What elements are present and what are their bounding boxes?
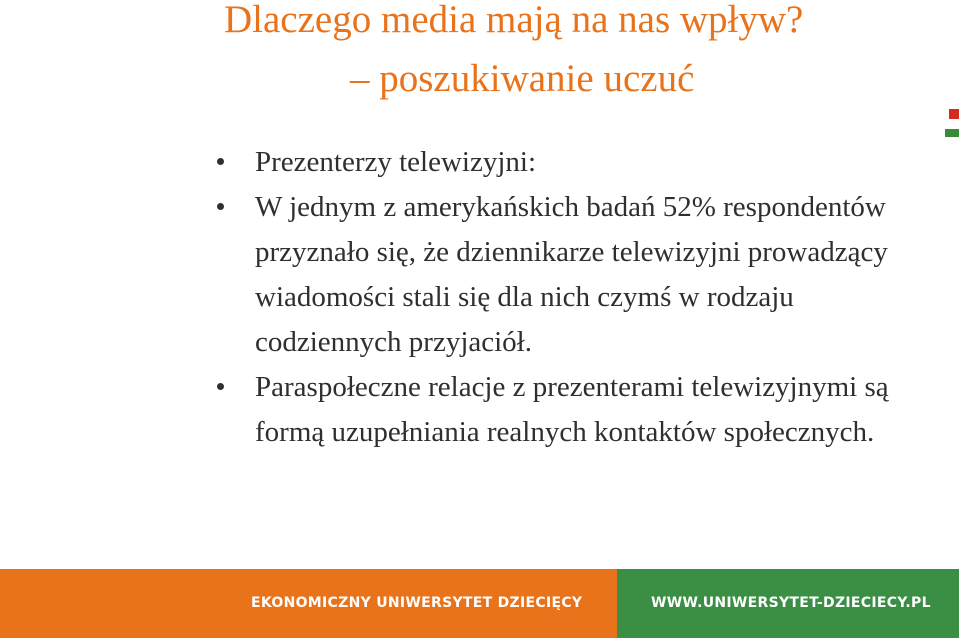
footer-right-panel (617, 569, 959, 638)
decorative-red-square (949, 109, 959, 119)
bullet-dot-icon (217, 158, 224, 165)
footer-bar (0, 569, 959, 638)
slide-title-line-2: – poszukiwanie uczuć (350, 57, 695, 100)
bullet-text: Paraspołeczne relacje z prezenterami telewizyjnymi są formą uzupełniania realnych kontaktów społecznych. (255, 371, 889, 448)
decorative-green-square (945, 129, 959, 137)
slide-title-line-1: Dlaczego media mają na nas wpływ? (224, 0, 804, 41)
bullet-dot-icon (217, 383, 224, 390)
bullet-text: Prezenterzy telewizyjni: (255, 146, 537, 178)
bullet-item (208, 185, 938, 365)
bullet-item (208, 140, 938, 185)
bullet-dot-icon (217, 203, 224, 210)
bullet-text: W jednym z amerykańskich badań 52% respondentów przyznało się, że dziennikarze telewizyjni prowadzący wiadomości stali się dla nich czymś w rodzaju codziennych przyjaciół. (255, 191, 888, 358)
footer-left-panel (0, 569, 617, 638)
bullet-item (208, 365, 938, 455)
footer-website-url: WWW.UNIWERSYTET-DZIECIECY.PL (651, 595, 931, 611)
bullet-list (208, 140, 938, 455)
footer-organization-name: EKONOMICZNY UNIWERSYTET DZIECIĘCY (251, 595, 583, 611)
